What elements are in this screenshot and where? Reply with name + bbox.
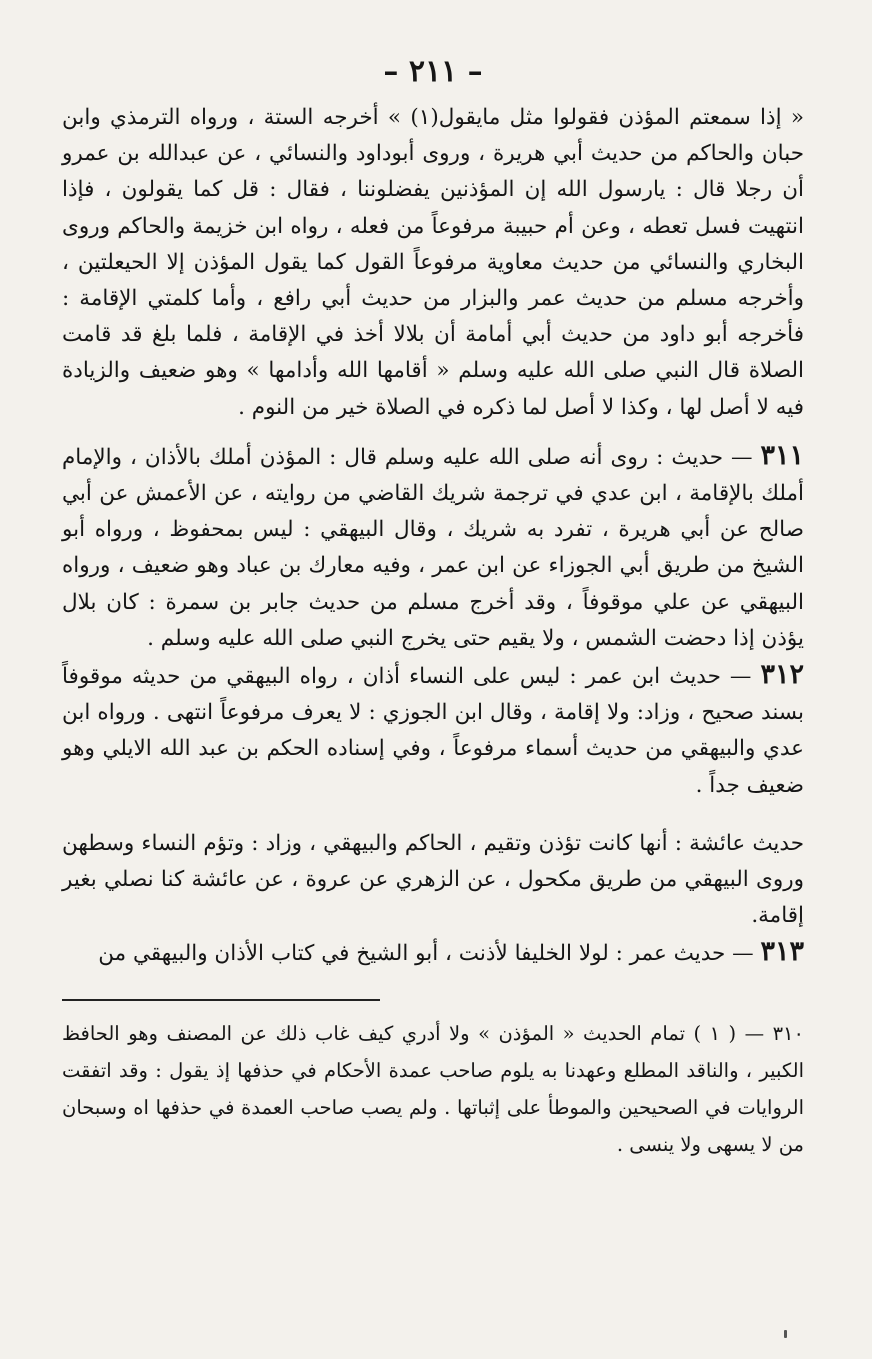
footnote-text: ٣١٠ — ( ١ ) تمام الحديث « المؤذن » ولا أدري كيف غاب ذلك عن المصنف وهو الحافظ الكبير ، والناقد المطلع وعهدنا به يلوم صاحب عمدة الأحكام في حذفها إذ يقول : وقد اتفقت الروايات في الصحيحين والموطأ على إثباتها . ولم يصب صاحب العمدة في حذفها اه وسبحان من لا يسهى ولا ينسى .: [62, 1021, 804, 1156]
hadith-text: — حديث عمر : لولا الخليفا لأذنت ، أبو الشيخ في كتاب الأذان والبيهقي من: [98, 941, 754, 967]
paragraph-hadith-aisha: حديث عائشة : أنها كانت تؤذن وتقيم ، الحاكم والبيهقي ، وزاد : وتؤم النساء وسطهن وروى البيهقي من طريق مكحول ، عن الزهري عن عروة ، عن عائشة كنا نصلي بغير إقامة.: [62, 830, 804, 929]
scan-speck: [784, 1330, 787, 1338]
paragraph-hadith-310-continuation: « إذا سمعتم المؤذن فقولوا مثل مايقول(١) » أخرجه الستة ، ورواه الترمذي وابن حبان والحاكم من حديث أبي هريرة ، وروى أبوداود والنسائي ، عن عبدالله بن عمرو أن رجلا قال : يارسول الله إن المؤذنين يفضلوننا ، فقال : قل كما يقولون ، فإذا انتهيت فسل تعطه ، وعن أم حبيبة مرفوعاً من فعله ، رواه ابن خزيمة والحاكم وروى البخاري والنسائي من حديث معاوية مرفوعاً القول كما يقول المؤذن إلا الحيعلتين ، وأخرجه مسلم من حديث عمر والبزار من حديث أبي رافع ، وأما كلمتي الإقامة : فأخرجه أبو داود من حديث أبي أمامة أن بلالا أخذ في الإقامة ، فلما بلغ قد قامت الصلاة قال النبي صلى الله عليه وسلم « أقامها الله وأدامها » وهو ضعيف والزيادة فيه لا أصل لها ، وكذا لا أصل لما ذكره في الصلاة خير من النوم .: [62, 105, 804, 420]
hadith-number: ٣١٢: [760, 659, 804, 691]
paragraph-hadith-312: [62, 657, 804, 804]
hadith-number: ٣١٣: [760, 936, 804, 968]
footnote: [62, 1015, 804, 1163]
paragraph-hadith-311: [62, 438, 804, 657]
paragraph-hadith-313: [62, 934, 804, 972]
main-text: [62, 100, 804, 973]
page-number: – ٢١١ –: [383, 54, 483, 89]
footnote-divider: [62, 999, 380, 1001]
hadith-text: — حديث : روى أنه صلى الله عليه وسلم قال : المؤذن أملك بالأذان ، والإمام أملك بالإقامة ، ابن عدي في ترجمة شريك القاضي من روايته ، عن الأعمش عن أبي صالح عن أبي هريرة ، تفرد به شريك ، وقال البيهقي : ليس بمحفوظ ، ورواه أبو الشيخ من طريق أبي الجوزاء عن ابن عمر ، وفيه معارك بن عباد وهو ضعيف ، ورواه البيهقي عن علي موقوفاً ، وقد أخرج مسلم من حديث جابر بن سمرة : كان بلال يؤذن إذا دحضت الشمس ، ولا يقيم حتى يخرج النبي صلى الله عليه وسلم .: [62, 444, 804, 651]
hadith-text: — حديث ابن عمر : ليس على النساء أذان ، رواه البيهقي من حديثه موقوفاً بسند صحيح ، وزاد: ولا إقامة ، وقال ابن الجوزي : لا يعرف مرفوعاً انتهى . ورواه ابن عدي والبيهقي من حديث أسماء مرفوعاً ، وفي إسناده الحكم بن عبد الله الايلي وهو ضعيف جداً .: [62, 664, 804, 798]
hadith-number: ٣١١: [760, 439, 804, 471]
document-page: [62, 52, 804, 1342]
